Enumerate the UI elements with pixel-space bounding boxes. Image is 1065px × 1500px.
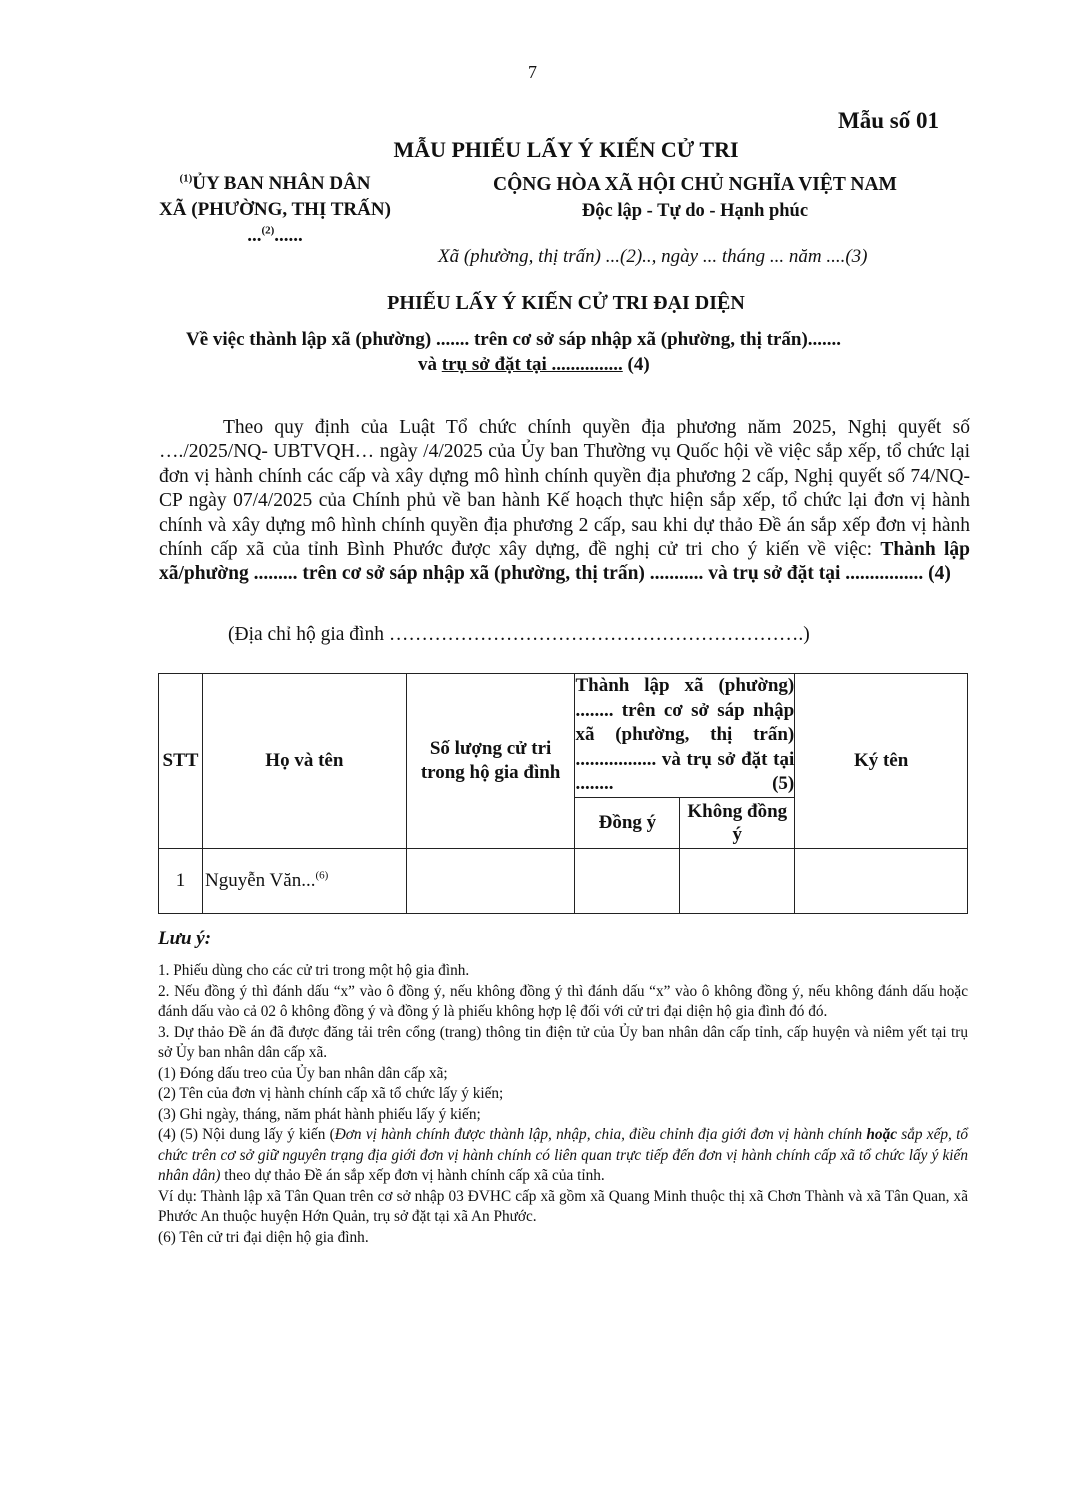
footnote-mark-2: (2): [261, 224, 275, 237]
footnote-4-5-suffix: theo dự thảo Đề án sắp xếp đơn vị hành chính cấp xã của tỉnh.: [220, 1167, 605, 1184]
note-3: 3. Dự thảo Đề án đã được đăng tải trên cổng (trang) thông tin điện tử của Ủy ban nhân dân cấp tỉnh, cấp huyện và niêm yết tại trụ sở Ủy ban nhân dân cấp xã.: [158, 1023, 968, 1061]
dateline: Xã (phường, thị trấn) ...(2).., ngày ... tháng ... năm ....(3): [438, 246, 868, 267]
notes-heading: Lưu ý:: [158, 928, 212, 949]
intro-paragraph: [159, 416, 970, 587]
national-motto: Độc lập - Tự do - Hạnh phúc: [581, 201, 809, 221]
footnote-4-5-prefix: (4) (5) Nội dung lấy ý kiến (: [158, 1126, 335, 1143]
footnote-4-5-italic-1: Đơn vị hành chính được thành lập, nhập, chia, điều chỉnh địa giới đơn vị hành chính: [334, 1126, 867, 1143]
footnote-mark-6: (6): [315, 869, 329, 882]
issuing-authority-line2: XÃ (PHƯỜNG, THỊ TRẤN): [159, 199, 391, 220]
intro-text: Theo quy định của Luật Tổ chức chính quyền địa phương năm 2025, Nghị quyết số …./2025/NQ- UBTVQH… ngày /4/2025 của Ủy ban Thường vụ Quốc hội về việc sắp xếp, tổ chức lại đơn vị hành chính các cấp và xây dựng mô hình chính quyền địa phương 2 cấp, Nghị quyết số 74/NQ-CP ngày 07/4/2025 của Chính phủ về ban hành Kế hoạch thực hiện sắp xếp, tổ chức lại đơn vị hành chính và xây dựng mô hình chính quyền địa phương 2 cấp, sau khi dự thảo Đề án sắp xếp đơn vị hành chính cấp xã của tỉnh Bình Phước được xây dựng, đề nghị cử tri cho ý kiến về việc:: [159, 417, 970, 561]
issuing-authority-placeholder: [110, 225, 440, 247]
subject-line-2-prefix: và: [418, 354, 442, 375]
header-agree: Đồng ý: [575, 798, 680, 849]
note-1: 1. Phiếu dùng cho các cử tri trong một hộ gia đình.: [158, 962, 470, 979]
subject-line-2: [418, 354, 650, 376]
document-title: PHIẾU LẤY Ý KIẾN CỬ TRI ĐẠI DIỆN: [387, 292, 745, 314]
notes-list: [158, 961, 968, 1248]
subject-line-2-suffix: (4): [622, 354, 650, 375]
footnote-mark-1: (1): [179, 172, 193, 185]
ballot-table: [158, 673, 968, 914]
household-address-line: (Địa chỉ hộ gia đình ……………………………………………………….): [228, 624, 810, 645]
header-disagree: Không đồng ý: [680, 798, 795, 849]
header-signature: Ký tên: [795, 674, 968, 849]
nation-name: CỘNG HÒA XÃ HỘI CHỦ NGHĨA VIỆT NAM: [493, 174, 897, 195]
header-name: Họ và tên: [202, 674, 406, 849]
row-voter-count-cell[interactable]: [406, 849, 575, 914]
page-number: 7: [528, 62, 537, 82]
footnote-1: (1) Đóng dấu treo của Ủy ban nhân dân cấp xã;: [158, 1064, 448, 1082]
issuing-authority-name: ỦY BAN NHÂN DÂN: [192, 173, 371, 194]
footnote-3: (3) Ghi ngày, tháng, năm phát hành phiếu lấy ý kiến;: [158, 1105, 481, 1123]
form-code: Mẫu số 01: [838, 108, 939, 133]
header-stt: STT: [159, 674, 203, 849]
example-note: Ví dụ: Thành lập xã Tân Quan trên cơ sở nhập 03 ĐVHC cấp xã gồm xã Quang Minh thuộc thị xã Chơn Thành và xã Tân Quan, xã Phước An thuộc huyện Hớn Quản, trụ sở đặt tại xã An Phước.: [158, 1187, 968, 1225]
intro-bold-tail: Thành lập xã/phường ......... trên cơ sở sáp nhập xã (phường, thị trấn) ........... và trụ sở đặt tại ................ (4): [159, 539, 970, 585]
table-row: [159, 849, 968, 914]
footnote-4-5-emphasis: hoặc: [866, 1126, 898, 1143]
header-proposal: Thành lập xã (phường) ........ trên cơ sở sáp nhập xã (phường, thị trấn) ................. và trụ sở đặt tại ........ (5): [575, 674, 795, 798]
row-voter-name: [202, 849, 406, 914]
placeholder-dots-suffix: ......: [274, 225, 303, 246]
footnote-4-5-italic-2: sắp xếp, tổ chức trên cơ sở giữ nguyên trạng địa giới đơn vị hành chính có liên quan trực tiếp đến đơn vị hành chính cấp xã tổ chức lấy ý kiến nhân dân): [158, 1126, 968, 1184]
row-disagree-cell[interactable]: [680, 849, 795, 914]
footnote-2: (2) Tên của đơn vị hành chính cấp xã tổ chức lấy ý kiến;: [158, 1085, 504, 1102]
note-2: 2. Nếu đồng ý thì đánh dấu “x” vào ô đồng ý, nếu không đồng ý thì đánh dấu “x” vào ô không đồng ý, nếu không đánh dấu hoặc đánh dấu vào cả 02 ô không đồng ý và đồng ý là phiếu không hợp lệ đối với cử tri đại diện hộ gia đình đó đó.: [158, 982, 968, 1020]
footnote-4-5: [158, 1125, 968, 1187]
footnote-6: (6) Tên cử tri đại diện hộ gia đình.: [158, 1228, 369, 1246]
form-title: MẪU PHIẾU LẤY Ý KIẾN CỬ TRI: [393, 137, 739, 162]
header-voter-count: Số lượng cử tri trong hộ gia đình: [406, 674, 575, 849]
placeholder-dots-prefix: ...: [247, 225, 262, 246]
row-agree-cell[interactable]: [575, 849, 680, 914]
row-voter-name-text: Nguyễn Văn...: [204, 870, 316, 891]
issuing-authority-line1: [110, 173, 440, 195]
row-signature-cell[interactable]: [795, 849, 968, 914]
row-stt: 1: [159, 849, 203, 914]
table-header-row: [159, 674, 968, 798]
subject-line-2-underlined: trụ sở đặt tại ...............: [441, 354, 623, 375]
subject-line-1: Về việc thành lập xã (phường) ....... trên cơ sở sáp nhập xã (phường, thị trấn).......: [186, 329, 842, 350]
